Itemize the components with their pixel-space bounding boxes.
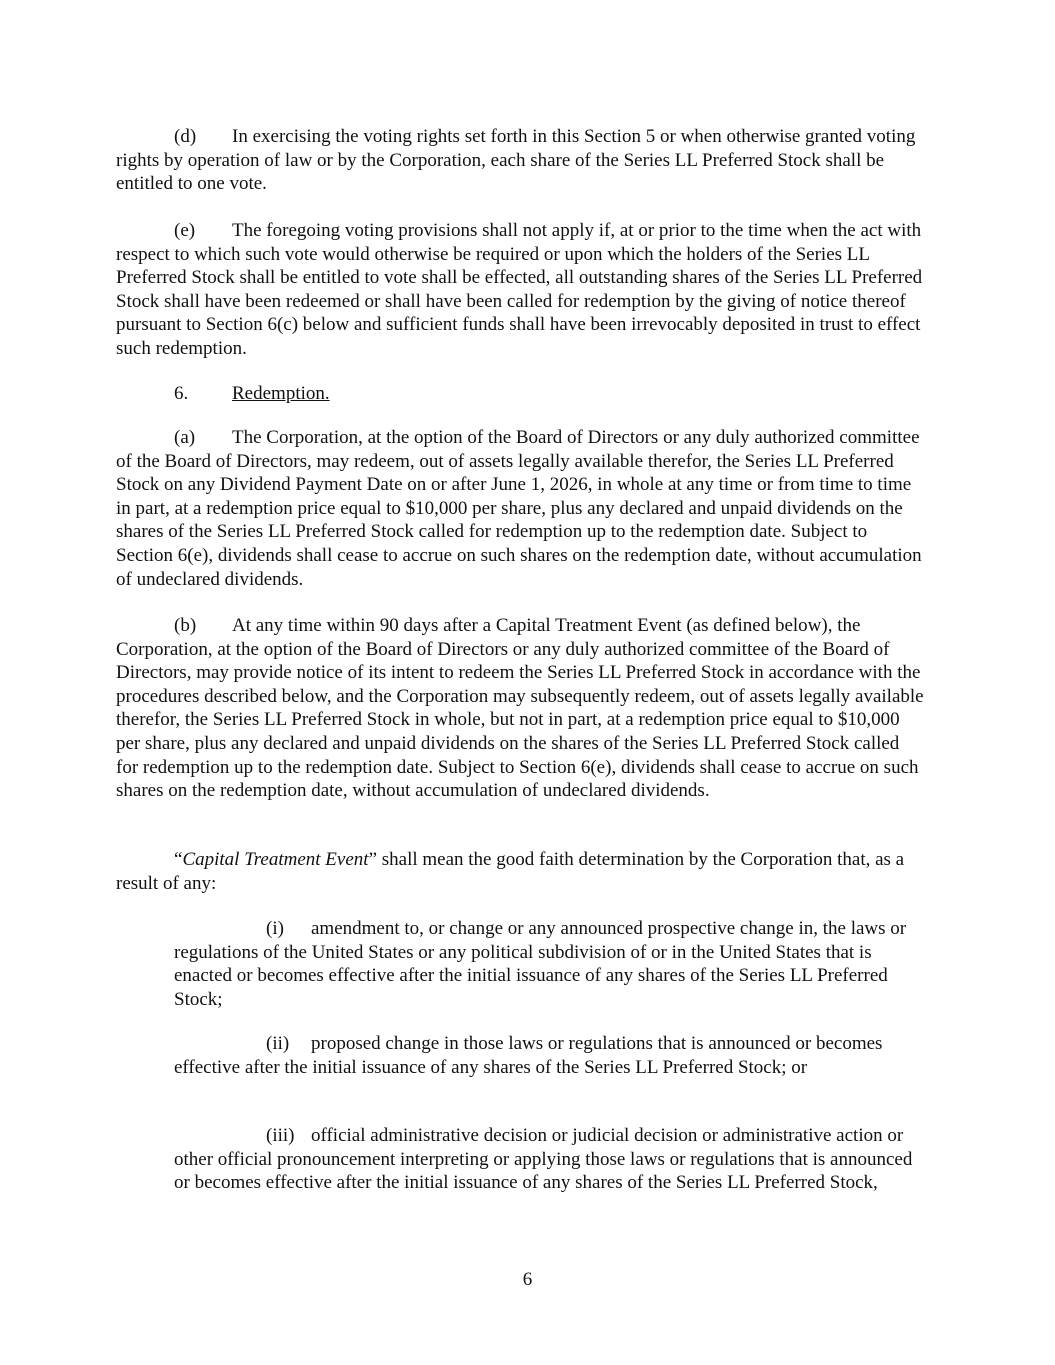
paragraph-a-label: (a) <box>174 427 196 448</box>
paragraph-b <box>116 614 926 803</box>
capital-treatment-event-definition <box>116 848 926 895</box>
clause-iii <box>174 1124 926 1195</box>
clause-iii-label: (iii) <box>266 1125 295 1146</box>
clause-i-text: amendment to, or change or any announced prospective change in, the laws or regulations of the United States or any political subdivision of or in the United States that is enacted or becomes effective after the initial issuance of any shares of the Series LL Preferred Stock; <box>174 918 907 1010</box>
paragraph-e-text: The foregoing voting provisions shall not apply if, at or prior to the time when the act with respect to which such vote would otherwise be required or upon which the holders of the Series LL Preferred Stock shall be entitled to vote shall be effected, all outstanding shares of the Series LL Preferred Stock shall have been redeemed or shall have been called for redemption by the giving of notice thereof pursuant to Section 6(c) below and sufficient funds shall have been irrevocably deposited in trust to effect such redemption. <box>116 220 923 359</box>
cte-open-quote: “ <box>174 849 183 870</box>
paragraph-e-label: (e) <box>174 220 196 241</box>
paragraph-d-label: (d) <box>174 126 197 147</box>
paragraph-d <box>116 125 926 196</box>
clause-i-label: (i) <box>266 918 284 939</box>
section-6-number: 6. <box>174 383 189 404</box>
clause-ii-label: (ii) <box>266 1033 290 1054</box>
clause-ii <box>174 1032 926 1079</box>
page-number: 6 <box>522 1269 533 1290</box>
paragraph-a <box>116 426 926 591</box>
paragraph-b-label: (b) <box>174 615 197 636</box>
section-6-heading <box>116 382 926 406</box>
cte-text: ” shall mean the good faith determination by the Corporation that, as a result of any: <box>116 849 905 894</box>
clause-iii-text: official administrative decision or judicial decision or administrative action or other official pronouncement interpreting or applying those laws or regulations that is announced or becomes effective after the initial issuance of any shares of the Series LL Preferred Stock, <box>174 1125 913 1194</box>
clause-i <box>174 917 926 1011</box>
paragraph-e <box>116 219 926 361</box>
cte-term: Capital Treatment Event <box>182 849 369 870</box>
paragraph-b-text: At any time within 90 days after a Capital Treatment Event (as defined below), the Corporation, at the option of the Board of Directors or any duly authorized committee of the Board of Directors, may provide notice of its intent to redeem the Series LL Preferred Stock in accordance with the procedures described below, and the Corporation may subsequently redeem, out of assets legally available therefor, the Series LL Preferred Stock in whole, but not in part, at a redemption price equal to $10,000 per share, plus any declared and unpaid dividends on the shares of the Series LL Preferred Stock called for redemption up to the redemption date. Subject to Section 6(e), dividends shall cease to accrue on such shares on the redemption date, without accumulation of undeclared dividends. <box>116 615 924 802</box>
section-6-title: Redemption. <box>232 383 330 404</box>
paragraph-a-text: The Corporation, at the option of the Board of Directors or any duly authorized committee of the Board of Directors, may redeem, out of assets legally available therefor, the Series LL Preferred Stock on any Dividend Payment Date on or after June 1, 2026, in whole at any time or from time to time in part, at a redemption price equal to $10,000 per share, plus any declared and unpaid dividends on the shares of the Series LL Preferred Stock called for redemption up to the redemption date. Subject to Section 6(e), dividends shall cease to accrue on such shares on the redemption date, without accumulation of undeclared dividends. <box>116 427 922 590</box>
paragraph-d-text: In exercising the voting rights set forth in this Section 5 or when otherwise granted voting rights by operation of law or by the Corporation, each share of the Series LL Preferred Stock shall be entitled to one vote. <box>116 126 916 195</box>
clause-ii-text: proposed change in those laws or regulations that is announced or becomes effective after the initial issuance of any shares of the Series LL Preferred Stock; or <box>174 1033 883 1078</box>
